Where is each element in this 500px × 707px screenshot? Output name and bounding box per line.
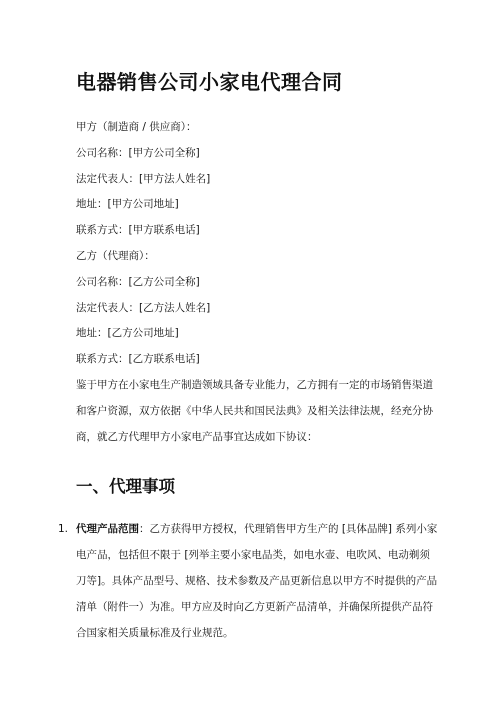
party-b-legal-rep: 法定代表人：[乙方法人姓名] xyxy=(76,302,211,314)
party-b-contact: 联系方式：[乙方联系电话] xyxy=(76,353,200,365)
preamble-line: 和客户资源，双方依据《中华人民共和国民法典》及相关法律法规，经充分协 xyxy=(76,405,433,417)
list-item-first-line xyxy=(76,522,437,536)
list-item-line: 清单（附件一）为准。甲方应及时向乙方更新产品清单，并确保所提供产品符 xyxy=(76,601,433,613)
preamble-line: 商，就乙方代理甲方小家电产品事宜达成如下协议： xyxy=(76,431,318,443)
list-item-line: 合国家相关质量标准及行业规范。 xyxy=(76,627,234,639)
list-item-line: 电产品，包括但不限于 [列举主要小家电品类，如电水壶、电吹风、电动剃须 xyxy=(76,549,430,561)
list-item-number: 1. xyxy=(58,523,69,535)
section-title: 一、代理事项 xyxy=(76,477,175,496)
list-item-text: ：乙方获得甲方授权，代理销售甲方生产的 [具体品牌] 系列小家 xyxy=(139,523,438,535)
party-a-legal-rep: 法定代表人：[甲方法人姓名] xyxy=(76,173,211,185)
party-a-contact: 联系方式：[甲方联系电话] xyxy=(76,224,200,236)
party-b-heading: 乙方（代理商）： xyxy=(76,250,155,262)
party-b-company: 公司名称：[乙方公司全称] xyxy=(76,276,200,288)
list-item-label: 代理产品范围 xyxy=(76,523,139,535)
preamble-line: 鉴于甲方在小家电生产制造领域具备专业能力，乙方拥有一定的市场销售渠道 xyxy=(76,379,433,391)
list-item-line: 刀等]。具体产品型号、规格、技术参数及产品更新信息以甲方不时提供的产品 xyxy=(76,575,438,587)
party-a-address: 地址：[甲方公司地址] xyxy=(76,198,179,210)
party-a-heading: 甲方（制造商 / 供应商）： xyxy=(76,121,197,133)
document-title: 电器销售公司小家电代理合同 xyxy=(76,70,343,94)
party-a-company: 公司名称：[甲方公司全称] xyxy=(76,147,200,159)
party-b-address: 地址：[乙方公司地址] xyxy=(76,327,179,339)
